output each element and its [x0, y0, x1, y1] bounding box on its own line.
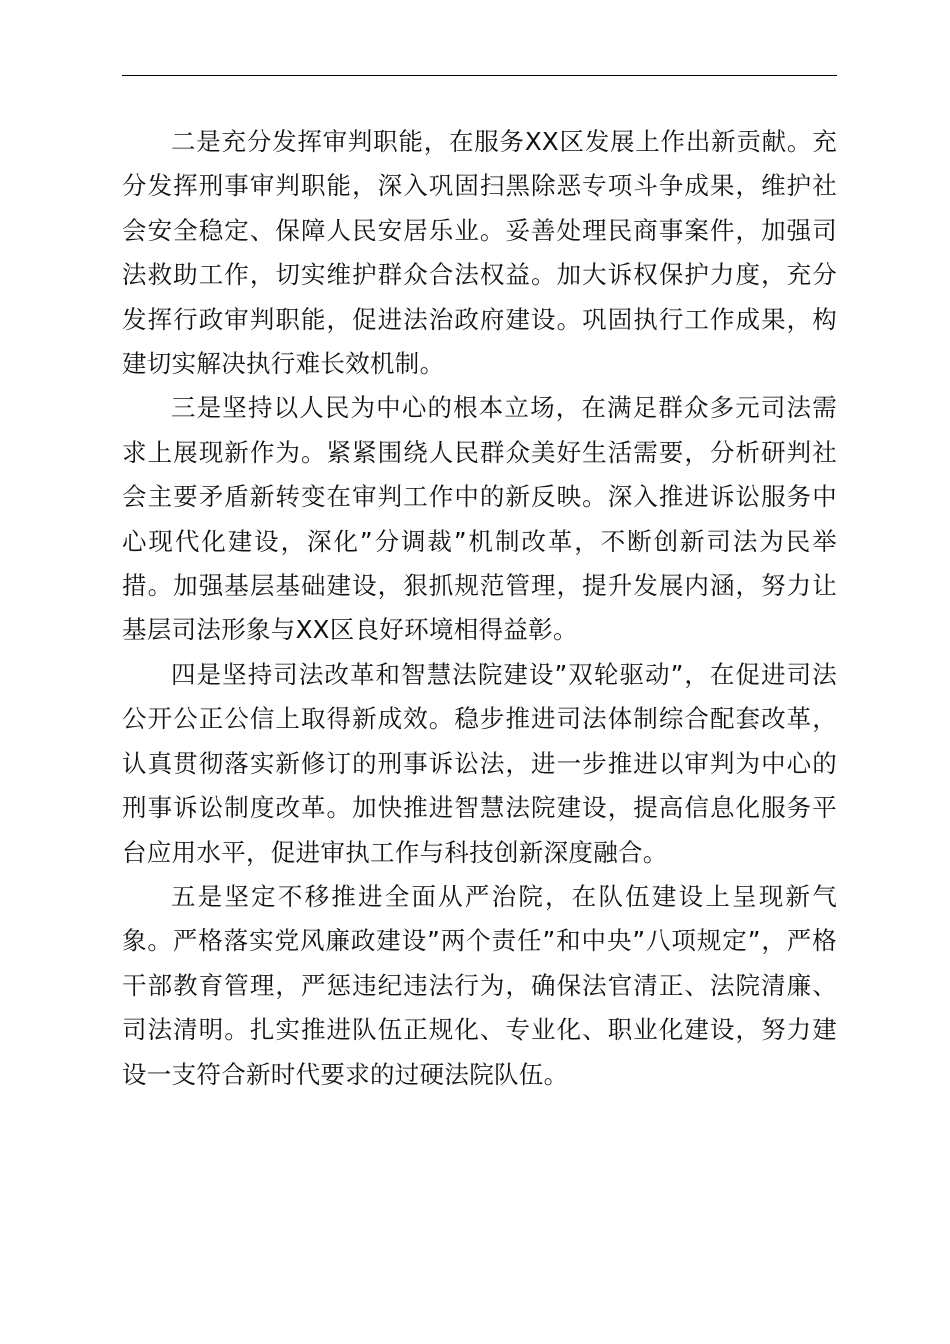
paragraph-people-centered: 三是坚持以人民为中心的根本立场，在满足群众多元司法需求上展现新作为。紧紧围绕人民群众美好生活需要，分析研判社会主要矛盾新转变在审判工作中的新反映。深入推进诉讼服务中心现代化建设，深化”分调裁”机制改革，不断创新司法为民举措。加强基层基础建设，狠抓规范管理，提升发展内涵，努力让基层司法形象与XX区良好环境相得益彰。 — [122, 393, 837, 645]
paragraph-team-building: 五是坚定不移推进全面从严治院，在队伍建设上呈现新气象。严格落实党风廉政建设”两个责任”和中央”八项规定”，严格干部教育管理，严惩违纪违法行为，确保法官清正、法院清廉、司法清明。扎实推进队伍正规化、专业化、职业化建设，努力建设一支符合新时代要求的过硬法院队伍。 — [122, 881, 837, 1089]
document-body — [122, 120, 837, 1097]
paragraph-judicial-reform: 四是坚持司法改革和智慧法院建设”双轮驱动”，在促进司法公开公正公信上取得新成效。稳步推进司法体制综合配套改革，认真贯彻落实新修订的刑事诉讼法，进一步推进以审判为中心的刑事诉讼制度改革。加快推进智慧法院建设，提高信息化服务平台应用水平，促进审执工作与科技创新深度融合。 — [122, 659, 837, 867]
paragraph-court-functions: 二是充分发挥审判职能，在服务XX区发展上作出新贡献。充分发挥刑事审判职能，深入巩固扫黑除恶专项斗争成果，维护社会安全稳定、保障人民安居乐业。妥善处理民商事案件，加强司法救助工作，切实维护群众合法权益。加大诉权保护力度，充分发挥行政审判职能，促进法治政府建设。巩固执行工作成果，构建切实解决执行难长效机制。 — [122, 127, 837, 379]
header-divider — [122, 75, 837, 76]
